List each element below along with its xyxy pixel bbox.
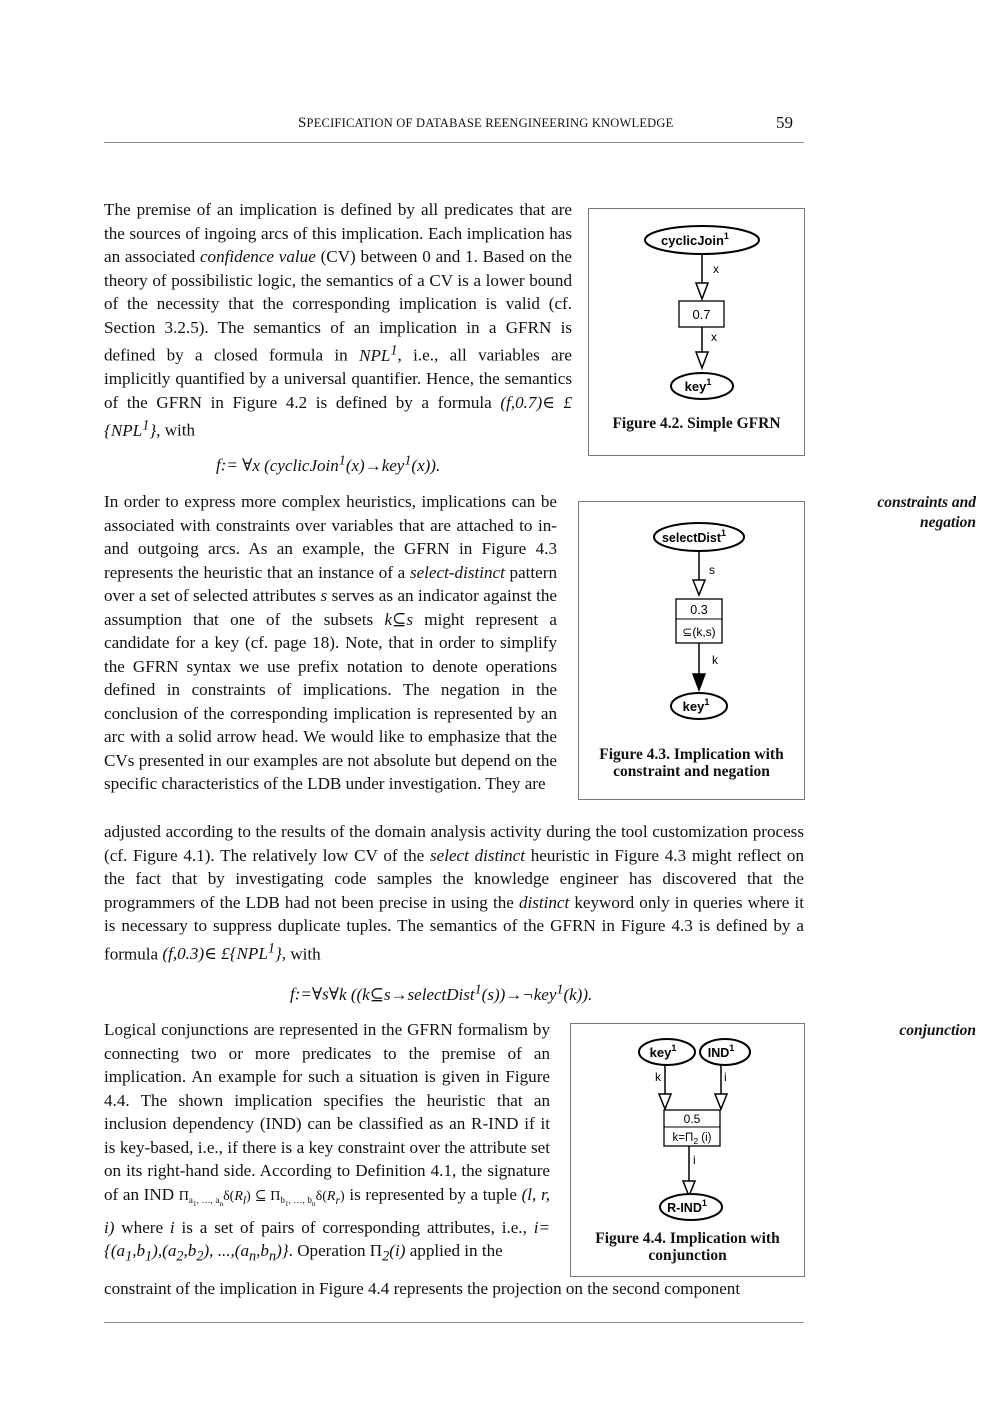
cv-value-4-4: 0.5 — [683, 1112, 701, 1126]
arc-label-left-4-4: k — [655, 1070, 661, 1084]
node-key-4-4-label: key$^1$ — [649, 1043, 677, 1060]
running-title — [298, 115, 673, 132]
figure-4-4-caption-line1: Figure 4.4. Implication with — [595, 1230, 780, 1247]
figure-4-4-caption-line2: conjunction — [648, 1247, 727, 1264]
running-title-text: PECIFICATION OF DATABASE REENGINEERING KNOWLEDGE — [306, 116, 674, 130]
arc-label-in-4-3: s — [709, 563, 715, 577]
paragraph-complex-heuristics: In order to express more complex heuristics, implications can be associated with constraints over variables that are attached to in- and outgoing arcs. As an example, the GFRN in Figure 4.3 represents the heuristic that an instance of a select-distinct pattern over a set of selected attributes s serves as an indicator against the assumption that one of the subsets k⊆s might represent a candidate for a key (cf. page 18). Note, that in order to simplify the GFRN syntax we use prefix notation to denote operations defined in constraints of implications. The negation in the conclusion of the corresponding implication is represented by an arc with a solid arrow head. We would like to emphasize that the CVs presented in our examples are not absolute but depend on the specific characteristics of the LDB under investigation. They are — [104, 492, 558, 793]
paragraph-premise: The premise of an implication is defined by all predicates that are the sources of ingoing arcs of this implication. Each implication has an associated confidence value (CV) between 0 and 1. Based on the theory of possibilistic logic, the semantics of a CV is a lower bound of the necessity that the corresponding implication is valid (cf. Section 3.2.5). The semantics of an implication in a GFRN is defined by a closed formula in NPL$^1$, i.e., all variables are implicitly quantified by a universal quantifier. Hence, the semantics of the GFRN in Figure 4.2 is defined by a formula (f,0.7)∈ £{NPL$^1$}, with — [104, 200, 572, 440]
paragraph-conjunctions: Logical conjunctions are represented in the GFRN formalism by connecting two or more predicates to the premise of an implication. An example for such a situation is given in Figure 4.4. The shown implication specifies the heuristic that an inclusion dependency (IND) can be classified as an R-IND if it is key-based, i.e., if there is a key constraint over the attribute set on its right-hand side. According to Definition 4.1, the signature of an IND $\Pi_{a_1, \dots, a_n}\delta(R_l)$ ⊆ $\Pi_{b_1, \dots, b_n}\delta(R_r)$ is represented by a tuple (l, r, i) where i is a set of pairs of corresponding attributes, i.e., $i=\{(a_1,b_1),(a_2,b_2)$, $...,(a_n,b_n)$}. Operation $\Pi_2(i)$ applied in the — [104, 1020, 550, 1265]
margin-note-constraints: constraints and negation — [877, 494, 976, 531]
running-title-initial: S — [298, 115, 307, 131]
arrowhead-open-4-3 — [693, 580, 705, 595]
cv-value-4-3: 0.3 — [690, 603, 708, 617]
arrowhead-left-4-4 — [659, 1094, 671, 1109]
figure-4-3 — [578, 501, 805, 800]
running-header — [104, 112, 804, 143]
arrowhead-solid-negation-4-3 — [693, 674, 705, 690]
constraint-4-3: ⊆(k,s) — [682, 625, 716, 639]
arc-label-right-4-4: i — [724, 1070, 727, 1084]
cv-value-4-2: 0.7 — [692, 307, 711, 322]
paragraph-conjunctions-cont: constraint of the implication in Figure 4.4 represents the projection on the second component — [104, 1279, 741, 1298]
arrowhead-right-4-4 — [715, 1094, 727, 1109]
node-cyclicjoin-label: cyclicJoin$^1$ — [661, 231, 729, 248]
node-key-4-2-label: key$^1$ — [684, 377, 712, 394]
page-number: 59 — [776, 113, 793, 132]
figure-4-4-caption — [571, 1230, 804, 1264]
arc-label-out-4-2: x — [711, 330, 717, 344]
figure-4-3-caption-line2: constraint and negation — [613, 763, 770, 780]
formula-f-cyclicjoin: f:= ∀x (cyclicJoin$^1$(x)→key$^1$(x)). — [216, 452, 441, 475]
node-selectdist-label: selectDist$^1$ — [661, 528, 727, 545]
formula-f-selectdist: f:=∀s∀k ((k⊆s→selectDist$^1$(s))→¬key$^1$(k)). — [290, 981, 593, 1004]
arrowhead-open-4-2 — [696, 283, 708, 299]
figure-4-2 — [588, 208, 805, 456]
node-rind-4-4-label: R-IND$^1$ — [667, 1198, 707, 1215]
node-ind-4-4-label: IND$^1$ — [707, 1043, 735, 1060]
arc-label-out-4-3: k — [712, 653, 718, 667]
figure-4-3-caption-line1: Figure 4.3. Implication with — [599, 746, 784, 763]
footer-rule — [104, 1322, 804, 1323]
constraint-4-4: $k=\Pi_2$ (i) — [672, 1132, 712, 1146]
margin-note-conjunction: conjunction — [899, 1022, 976, 1039]
figure-4-2-caption: Figure 4.2. Simple GFRN — [612, 415, 781, 432]
figure-4-3-caption — [579, 746, 804, 780]
arrowhead-open-out-4-2 — [696, 352, 708, 368]
paragraph-complex-heuristics-cont: adjusted according to the results of the domain analysis activity during the tool customization process (cf. Figure 4.1). The relatively low CV of the select distinct heuristic in Figure 4.3 might reflect on the fact that by investigating code samples the knowledge engineer has discovered that the programmers of the LDB had not been precise in using the distinct keyword only in queries where it is necessary to suppress duplicate tuples. The semantics of the GFRN in Figure 4.3 is defined by a formula (f,0.3)∈ £{NPL$^1$}, with — [104, 822, 804, 964]
node-key-4-3-label: key$^1$ — [682, 697, 710, 714]
figure-4-4 — [570, 1023, 805, 1277]
arc-label-in-4-2: x — [713, 262, 719, 276]
arc-label-out-4-4: i — [693, 1153, 696, 1167]
